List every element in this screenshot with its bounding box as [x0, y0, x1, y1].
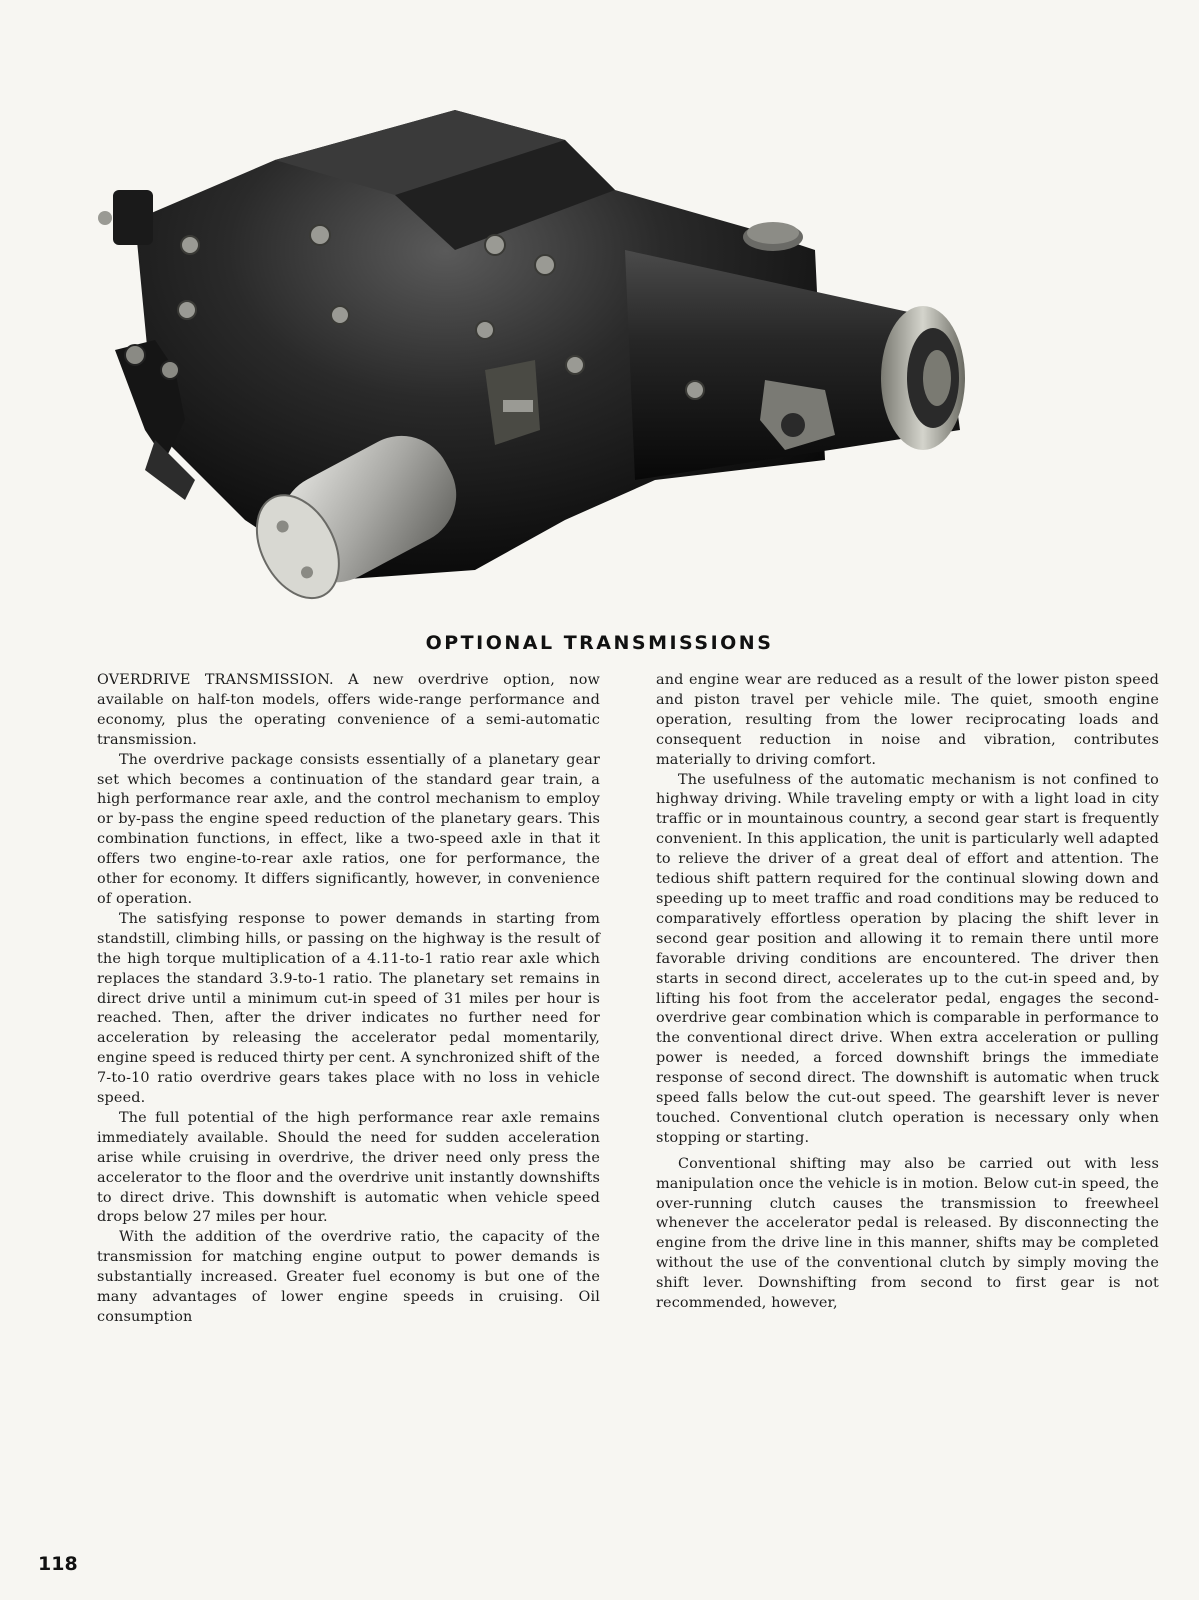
section-heading: OPTIONAL TRANSMISSIONS	[425, 632, 774, 654]
paragraph: The usefulness of the automatic mechanism is not confined to highway driving. While traveling empty or with a light load in city traffic or in mountainous country, a second gear start is frequently convenient. In this application, the unit is particularly well adapted to relieve the driver of a great deal of effort and attention. The tedious shift pattern required for the continual slowing down and speeding up to meet traffic and road conditions may be reduced to comparatively effortless operation by placing the shift lever in second gear position and allowing it to remain there until more favorable driving conditions are encountered. The driver then starts in second direct, accelerates up to the cut-in speed and, by lifting his foot from the accelerator pedal, engages the second-overdrive gear combination which is comparable in performance to the conventional direct drive. When extra acceleration or pulling power is needed, a forced downshift brings the immediate response of second direct. The downshift is automatic when truck speed falls below the cut-out speed. The gearshift lever is never touched. Conventional clutch operation is necessary only when stopping or starting.	[656, 771, 1159, 1146]
paragraph: The full potential of the high performance rear axle remains immediately available. Should the need for sudden acceleration arise while cruising in overdrive, the driver need only press the accelerator to the floor and the overdrive unit instantly downshifts to direct drive. This downshift is automatic when vehicle speed drops below 27 miles per hour.	[97, 1109, 600, 1226]
left-text-column	[97, 671, 600, 1328]
paragraph: and engine wear are reduced as a result of the lower piston speed and piston travel per vehicle mile. The quiet, smooth engine operation, resulting from the lower reciprocating loads and consequent reduction in noise and vibration, contributes materially to driving comfort.	[656, 672, 1159, 768]
paragraph: OVERDRIVE TRANSMISSION. A new overdrive option, now available on half-ton models, offers wide-range performance and economy, plus the operating convenience of a semi-automatic transmission.	[97, 672, 600, 748]
paragraph: The overdrive package consists essentially of a planetary gear set which becomes a continuation of the standard gear train, a high performance rear axle, and the control mechanism to employ or by-pass the engine speed reduction of the planetary gears. This combination functions, in effect, like a two-speed axle in that it offers two engine-to-rear axle ratios, one for performance, the other for economy. It differs significantly, however, in convenience of operation.	[97, 751, 600, 907]
page-number: 118	[38, 1553, 78, 1575]
transmission-photo	[95, 100, 995, 620]
paragraph: Conventional shifting may also be carried out with less manipulation once the vehicle is in motion. Below cut-in speed, the over-running clutch causes the transmission to freewheel whenever the accelerator pedal is released. By disconnecting the engine from the drive line in this manner, shifts may be completed without the use of the conventional clutch by simply moving the shift lever. Downshifting from second to first gear is not recommended, however,	[656, 1155, 1159, 1312]
right-text-column	[656, 671, 1159, 1314]
paragraph: With the addition of the overdrive ratio, the capacity of the transmission for matching engine output to power demands is substantially increased. Greater fuel economy is but one of the many advantages of lower engine speeds in cruising. Oil consumption	[97, 1229, 600, 1325]
overdrive-transmission-illustration	[95, 100, 995, 620]
paragraph: The satisfying response to power demands in starting from standstill, climbing hills, or passing on the highway is the result of the high torque multiplication of a 4.11-to-1 ratio rear axle which replaces the standard 3.9-to-1 ratio. The planetary set remains in direct drive until a minimum cut-in speed of 31 miles per hour is reached. Then, after the driver indicates no further need for acceleration by releasing the accelerator pedal momentarily, engine speed is reduced thirty per cent. A synchronized shift of the 7-to-10 ratio overdrive gears takes place with no loss in vehicle speed.	[97, 910, 600, 1107]
